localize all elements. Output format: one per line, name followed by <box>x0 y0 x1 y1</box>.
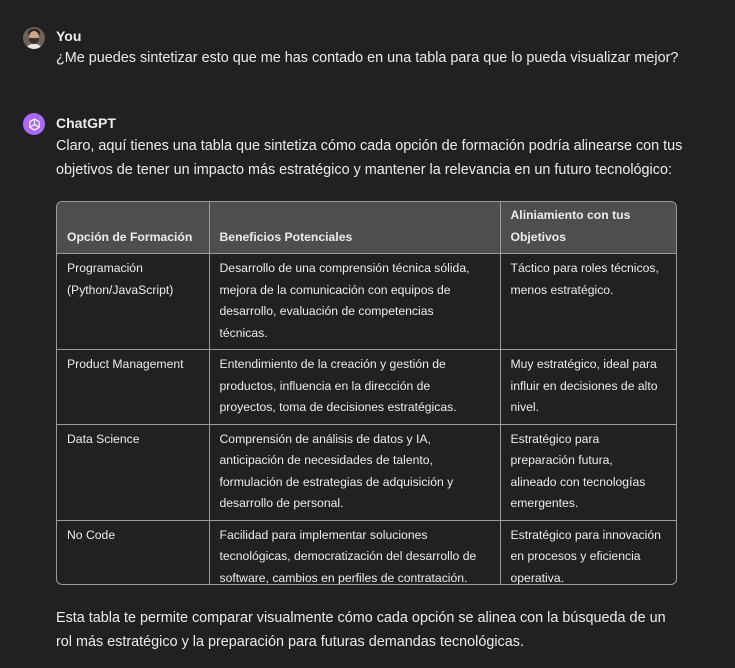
assistant-outro-text <box>56 606 666 654</box>
table-cell: Entendimiento de la creación y gestión de productos, influencia en la dirección de proyectos, toma de decisiones estratégicas. <box>209 350 500 425</box>
table-cell: Estratégico para innovación en procesos y eficiencia operativa. <box>500 520 677 585</box>
openai-logo-icon <box>27 117 42 132</box>
table-cell: Táctico para roles técnicos, menos estratégico. <box>500 254 677 350</box>
table-cell: Product Management <box>57 350 209 425</box>
outro-line: rol más estratégico y la preparación para futuras demandas tecnológicas. <box>56 634 524 650</box>
assistant-avatar <box>23 113 45 135</box>
user-message-text: ¿Me puedes sintetizar esto que me has contado en una tabla para que lo pueda visualizar mejor? <box>56 50 679 66</box>
table-header-row <box>57 202 677 254</box>
header-cell-option: Opción de Formación <box>57 202 209 254</box>
table-row <box>57 520 677 585</box>
assistant-author-name: ChatGPT <box>56 115 116 131</box>
table-cell: Estratégico para preparación futura, alineado con tecnologías emergentes. <box>500 424 677 520</box>
intro-line: Claro, aquí tienes una tabla que sintetiza cómo cada opción de formación podría alinearse con tus <box>56 138 683 154</box>
outro-line: Esta tabla te permite comparar visualmente cómo cada opción se alinea con la búsqueda de un <box>56 610 666 626</box>
user-author-name: You <box>56 28 82 44</box>
intro-line: objetivos de tener un impacto más estratégico y mantener la relevancia en un futuro tecnológico: <box>56 162 672 178</box>
table-cell: Data Science <box>57 424 209 520</box>
table-cell: Facilidad para implementar soluciones tecnológicas, democratización del desarrollo de software, cambios en perfiles de contratación. <box>209 520 500 585</box>
user-message <box>0 0 735 90</box>
table-row <box>57 424 677 520</box>
header-cell-alignment: Aliniamiento con tus Objetivos <box>500 202 677 254</box>
user-avatar <box>23 27 45 49</box>
table-cell: Comprensión de análisis de datos y IA, anticipación de necesidades de talento, formulación de estrategias de adquisición y desarrollo de personal. <box>209 424 500 520</box>
table-row <box>57 350 677 425</box>
comparison-table <box>56 201 677 585</box>
table-cell: Programación (Python/JavaScript) <box>57 254 209 350</box>
table-row <box>57 254 677 350</box>
header-cell-benefits: Beneficios Potenciales <box>209 202 500 254</box>
table-cell: Muy estratégico, ideal para influir en decisiones de alto nivel. <box>500 350 677 425</box>
table-cell: No Code <box>57 520 209 585</box>
assistant-intro-text <box>56 134 682 182</box>
table-cell: Desarrollo de una comprensión técnica sólida, mejora de la comunicación con equipos de desarrollo, evaluación de competencias técnicas. <box>209 254 500 350</box>
